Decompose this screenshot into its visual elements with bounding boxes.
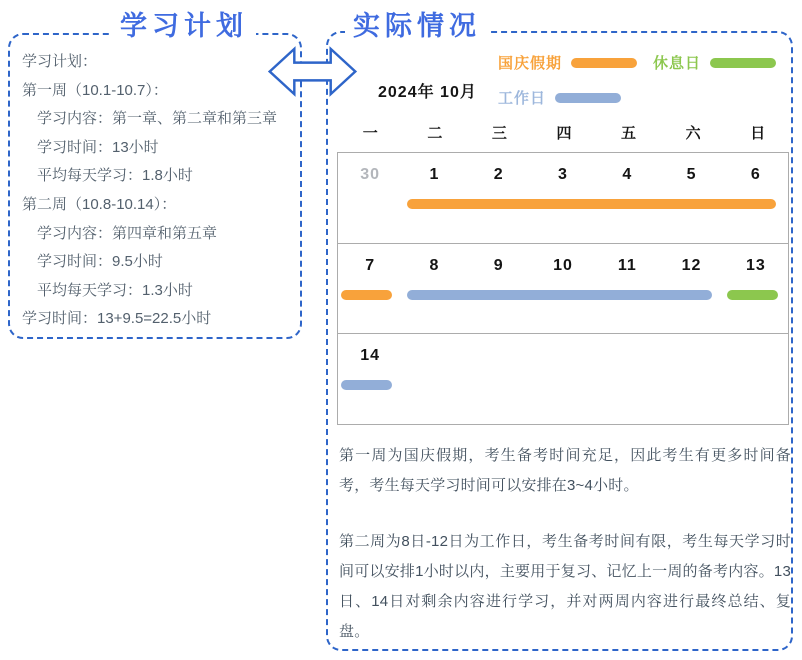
calendar-grid [337, 152, 789, 425]
restday-bar [727, 290, 778, 300]
actual-title: 实际情况 [345, 9, 489, 43]
plan-line: 学习时间：13小时 [37, 138, 159, 156]
plan-line: 学习内容：第一章、第二章和第三章 [37, 110, 278, 128]
date-cell [531, 347, 595, 365]
date-cell: 10 [553, 256, 573, 274]
weekday-cell: 五 [621, 125, 637, 142]
holiday-legend-bar [571, 58, 637, 68]
legend-item-restday [653, 52, 776, 73]
holiday-bar [341, 290, 392, 300]
plan-line: 第一周（10.1-10.7）： [22, 81, 168, 99]
weekday-cell: 四 [556, 125, 572, 142]
plan-line: 第二周（10.8-10.14）： [22, 195, 177, 213]
actual-panel [326, 31, 793, 651]
restday-legend-bar [710, 58, 776, 68]
plan-line: 学习计划： [22, 53, 98, 70]
week-row [338, 243, 788, 334]
note-paragraph: 第一周为国庆假期，考生备考时间充足，因此考生有更多时间备考，考生每天学习时间可以安排在3~4小时。 [339, 447, 791, 494]
legend-label-restday: 休息日 [653, 55, 702, 72]
plan-line: 学习时间：13+9.5=22.5小时 [22, 310, 212, 328]
double-arrow-icon [268, 42, 358, 101]
weekday-cell: 二 [427, 125, 443, 142]
date-cell: 3 [558, 166, 568, 183]
note-paragraph: 第二周为8日-12日为工作日，考生备考时间有限，考生每天学习时间可以安排1小时以内，主要用于复习、记忆上一周的备考内容。13日、14日对剩余内容进行学习，并对两周内容进行最终总结、复盘。 [339, 533, 791, 640]
week-dates [338, 334, 788, 365]
date-cell [659, 347, 723, 365]
week-dates [338, 153, 788, 184]
weekday-cell: 日 [750, 125, 766, 142]
weekday-cell: 一 [362, 125, 378, 142]
date-cell [595, 347, 659, 365]
legend-label-holiday: 国庆假期 [498, 55, 563, 72]
date-cell: 7 [365, 256, 376, 274]
date-cell: 4 [622, 166, 633, 183]
plan-line: 平均每天学习：1.3小时 [37, 281, 193, 299]
date-cell: 1 [429, 166, 440, 183]
legend-item-workday [498, 87, 637, 108]
weekday-header [338, 122, 790, 143]
date-cell: 30 [360, 166, 381, 183]
weekday-cell: 三 [491, 125, 507, 142]
study-plan-body [10, 35, 300, 334]
date-cell: 14 [360, 347, 381, 365]
notes [339, 441, 791, 660]
weekday-cell: 六 [685, 125, 701, 142]
date-cell: 2 [493, 166, 504, 183]
date-cell: 6 [750, 166, 761, 183]
workday-bar [341, 380, 392, 390]
week-row [338, 153, 788, 243]
date-cell: 8 [429, 256, 440, 274]
week-row [338, 333, 788, 424]
plan-line: 学习内容：第四章和第五章 [37, 224, 218, 242]
date-cell [467, 347, 531, 365]
date-cell: 9 [493, 256, 504, 274]
date-cell [402, 347, 466, 365]
date-cell: 13 [745, 256, 766, 274]
date-cell: 5 [686, 166, 697, 183]
workday-bar [407, 290, 711, 300]
month-label: 2024年 10月 [378, 84, 477, 101]
plan-line: 学习时间：9.5小时 [37, 253, 163, 271]
workday-legend-bar [555, 93, 621, 103]
date-cell: 11 [617, 256, 637, 274]
legend-label-workday: 工作日 [498, 90, 547, 107]
legend [498, 52, 776, 108]
week-dates [338, 244, 788, 275]
study-plan-panel [8, 33, 302, 339]
holiday-bar [407, 199, 776, 209]
date-cell: 12 [681, 256, 702, 274]
legend-item-holiday [498, 52, 637, 73]
date-cell [724, 347, 788, 365]
study-plan-title: 学习计划 [112, 9, 256, 43]
plan-line: 平均每天学习：1.8小时 [37, 167, 193, 185]
